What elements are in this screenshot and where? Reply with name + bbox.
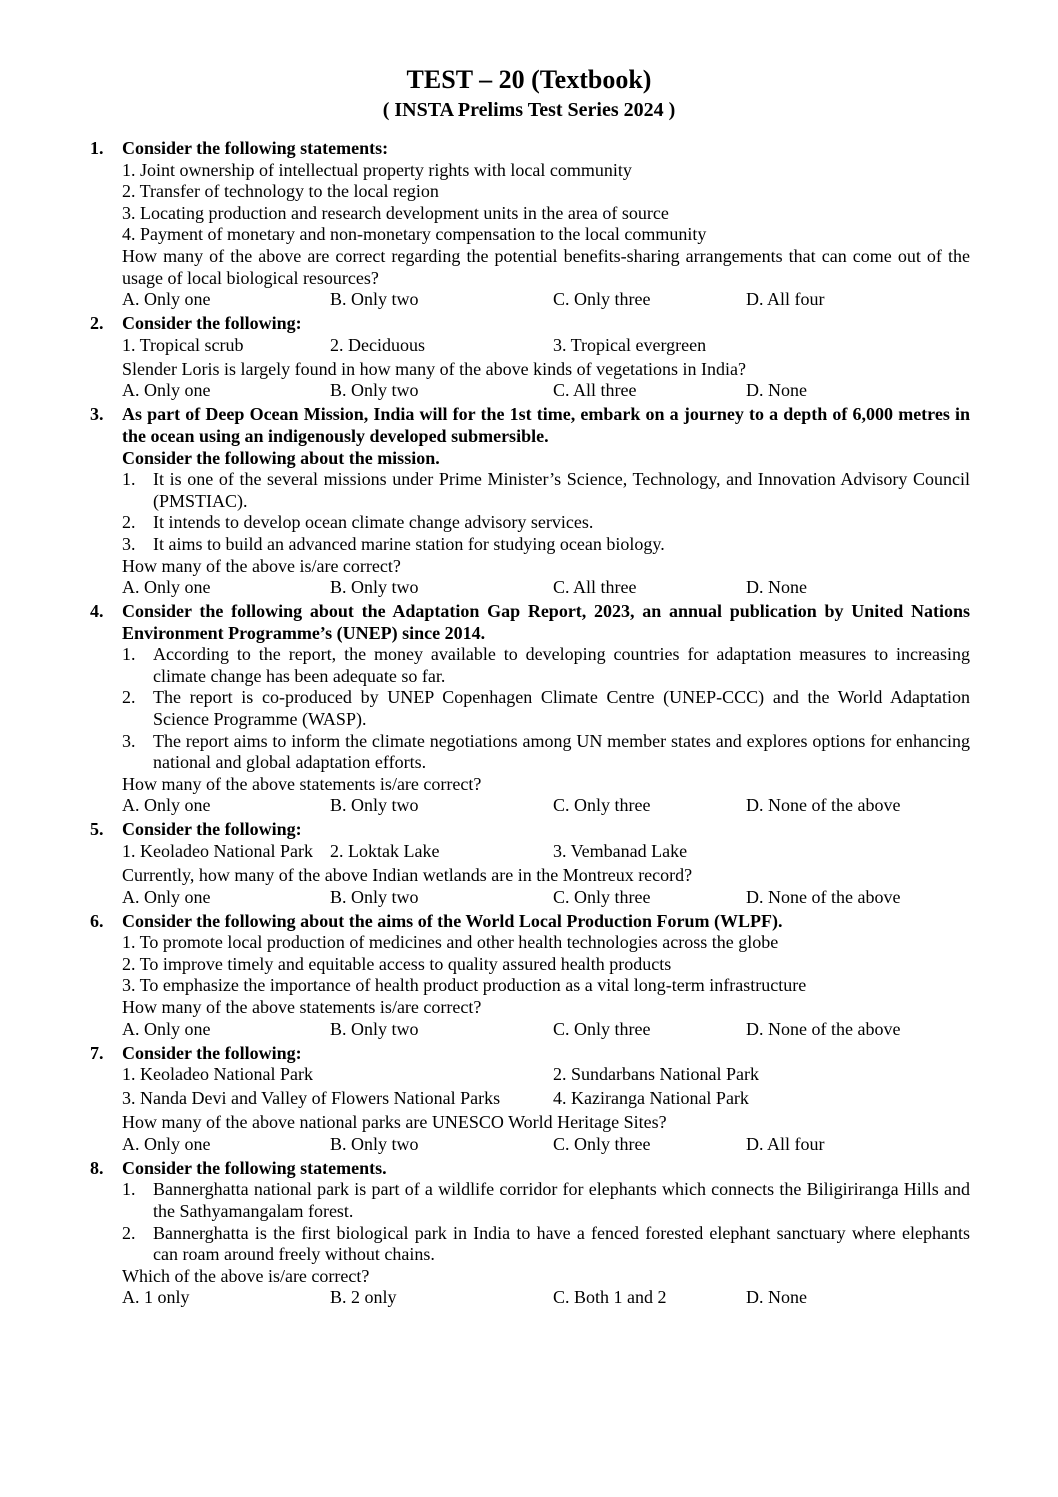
item-row xyxy=(122,841,970,865)
question-number: 2. xyxy=(90,313,104,334)
question-1 xyxy=(90,138,970,313)
statement-text: It is one of the several missions under Prime Minister’s Science, Technology, and Innovation Advisory Council (PMSTIAC). xyxy=(153,469,970,511)
statement-number: 1. xyxy=(122,1179,136,1200)
question-stem: Consider the following: xyxy=(122,819,302,840)
option-d: D. All four xyxy=(746,289,825,310)
options-row xyxy=(122,1287,970,1311)
statement-text: The report is co-produced by UNEP Copenhagen Climate Centre (UNEP-CCC) and the World Adaptation Science Programme (WASP). xyxy=(153,687,970,730)
options-row xyxy=(122,1019,970,1043)
option-b: B. Only two xyxy=(330,289,419,310)
option-b: B. 2 only xyxy=(330,1287,397,1308)
statement-line: 3. Locating production and research development units in the area of source xyxy=(122,202,669,223)
item: 3. Vembanad Lake xyxy=(553,841,688,862)
option-c: C. Only three xyxy=(553,795,651,816)
option-a: A. Only one xyxy=(122,380,211,401)
question-7 xyxy=(90,1043,970,1158)
item: 2. Deciduous xyxy=(330,334,425,355)
statement-text: It intends to develop ocean climate change advisory services. xyxy=(153,512,594,533)
question-6 xyxy=(90,911,970,1043)
option-a: A. Only one xyxy=(122,1018,211,1039)
statement-text: It aims to build an advanced marine station for studying ocean biology. xyxy=(153,533,665,554)
option-a: A. Only one xyxy=(122,886,211,907)
question-8 xyxy=(90,1158,970,1312)
question-stem: Consider the following: xyxy=(122,313,302,334)
option-d: D. None xyxy=(746,577,807,598)
item-row xyxy=(122,1064,970,1088)
numbered-statement xyxy=(122,687,970,730)
statement-text: Bannerghatta national park is part of a wildlife corridor for elephants which connects the Biligiriranga Hills and the Sathyamangalam forest. xyxy=(153,1179,970,1221)
numbered-statement xyxy=(122,469,970,512)
statement-number: 1. xyxy=(122,469,136,490)
statement-line: How many of the above statements is/are correct? xyxy=(122,997,482,1017)
options-row xyxy=(122,577,970,601)
question-list xyxy=(90,138,970,1311)
item: 2. Sundarbans National Park xyxy=(553,1064,759,1085)
item: 1. Keoladeo National Park xyxy=(122,841,313,862)
option-d: D. None xyxy=(746,1287,807,1308)
question-stem-secondary: Consider the following about the mission. xyxy=(122,447,440,468)
option-c: C. All three xyxy=(553,380,637,401)
item-row xyxy=(122,1088,970,1112)
numbered-statement xyxy=(122,644,970,687)
question-stem: Consider the following: xyxy=(122,1042,302,1063)
statement-line: 4. Payment of monetary and non-monetary compensation to the local community xyxy=(122,224,707,245)
question-number: 8. xyxy=(90,1157,104,1178)
option-d: D. None xyxy=(746,380,807,401)
statement-number: 3. xyxy=(122,533,136,554)
statement-number: 2. xyxy=(122,512,136,533)
statement-number: 2. xyxy=(122,1222,136,1243)
question-4 xyxy=(90,601,970,819)
question-3 xyxy=(90,404,970,601)
question-stem: Consider the following statements. xyxy=(122,1157,387,1178)
question-number: 3. xyxy=(90,404,104,425)
page-subtitle: ( INSTA Prelims Test Series 2024 ) xyxy=(382,99,676,121)
statement-line: 1. Joint ownership of intellectual property rights with local community xyxy=(122,159,632,180)
numbered-statement xyxy=(122,1179,970,1222)
option-c: C. Only three xyxy=(553,289,651,310)
question-prompt: How many of the above is/are correct? xyxy=(122,555,401,576)
statement-line: How many of the above are correct regarding the potential benefits-sharing arrangements that can come out of the usage of local biological resources? xyxy=(122,245,970,288)
option-c: C. Only three xyxy=(553,886,651,907)
option-c: C. Only three xyxy=(553,1018,651,1039)
options-row xyxy=(122,1134,970,1158)
option-b: B. Only two xyxy=(330,1133,419,1154)
page-title: TEST – 20 (Textbook) xyxy=(406,65,652,94)
item: 4. Kaziranga National Park xyxy=(553,1088,749,1109)
statement-text: According to the report, the money available to developing countries for adaptation measures to increasing climate change has been adequate so far. xyxy=(153,644,970,686)
question-number: 4. xyxy=(90,601,104,622)
option-c: C. All three xyxy=(553,577,637,598)
option-a: A. Only one xyxy=(122,577,211,598)
item-row xyxy=(122,335,970,359)
question-stem: As part of Deep Ocean Mission, India will for the 1st time, embark on a journey to a depth of 6,000 metres in the ocean using an indigenously developed submersible. xyxy=(122,404,970,446)
option-d: D. All four xyxy=(746,1133,825,1154)
option-b: B. Only two xyxy=(330,577,419,598)
option-d: D. None of the above xyxy=(746,886,901,907)
option-b: B. Only two xyxy=(330,1018,419,1039)
statement-text: Bannerghatta is the first biological park in India to have a fenced forested elephant sanctuary where elephants can roam around freely without chains. xyxy=(153,1222,970,1265)
option-b: B. Only two xyxy=(330,380,419,401)
question-stem: Consider the following about the aims of the World Local Production Forum (WLPF). xyxy=(122,910,783,931)
options-row xyxy=(122,289,970,313)
item: 1. Keoladeo National Park xyxy=(122,1064,313,1085)
options-row xyxy=(122,380,970,404)
option-c: C. Only three xyxy=(553,1133,651,1154)
options-row xyxy=(122,887,970,911)
statement-line: 1. To promote local production of medicines and other health technologies across the globe xyxy=(122,932,779,953)
statement-number: 1. xyxy=(122,644,136,665)
question-number: 6. xyxy=(90,910,104,931)
statement-line: 3. To emphasize the importance of health product production as a vital long-term infrastructure xyxy=(122,975,807,996)
question-stem: Consider the following statements: xyxy=(122,138,389,158)
option-d: D. None of the above xyxy=(746,1018,901,1039)
item: 1. Tropical scrub xyxy=(122,334,244,355)
question-prompt: Which of the above is/are correct? xyxy=(122,1265,370,1286)
question-2 xyxy=(90,313,970,404)
question-number: 5. xyxy=(90,819,104,840)
statement-number: 3. xyxy=(122,730,136,751)
numbered-statement xyxy=(122,731,970,774)
item: 3. Tropical evergreen xyxy=(553,334,707,355)
numbered-statement xyxy=(122,534,970,556)
question-prompt: Currently, how many of the above Indian wetlands are in the Montreux record? xyxy=(122,865,693,886)
option-a: A. Only one xyxy=(122,289,211,310)
question-prompt: How many of the above statements is/are correct? xyxy=(122,773,482,794)
question-5 xyxy=(90,819,970,910)
option-a: A. Only one xyxy=(122,795,211,816)
numbered-statement xyxy=(122,512,970,534)
item: 2. Loktak Lake xyxy=(330,841,440,862)
option-c: C. Both 1 and 2 xyxy=(553,1287,667,1308)
option-b: B. Only two xyxy=(330,795,419,816)
option-a: A. Only one xyxy=(122,1133,211,1154)
statement-number: 2. xyxy=(122,687,136,708)
numbered-statement xyxy=(122,1223,970,1266)
statement-line: 2. To improve timely and equitable access to quality assured health products xyxy=(122,953,672,974)
question-prompt: How many of the above national parks are UNESCO World Heritage Sites? xyxy=(122,1112,667,1133)
option-a: A. 1 only xyxy=(122,1287,190,1308)
item: 3. Nanda Devi and Valley of Flowers National Parks xyxy=(122,1088,501,1109)
option-d: D. None of the above xyxy=(746,795,901,816)
question-number: 7. xyxy=(90,1042,104,1063)
statement-text: The report aims to inform the climate negotiations among UN member states and explores options for enhancing national and global adaptation efforts. xyxy=(153,730,970,773)
question-prompt: Slender Loris is largely found in how many of the above kinds of vegetations in India? xyxy=(122,358,747,379)
question-number: 1. xyxy=(90,138,104,158)
options-row xyxy=(122,795,970,819)
option-b: B. Only two xyxy=(330,886,419,907)
question-stem: Consider the following about the Adaptation Gap Report, 2023, an annual publication by United Nations Environment Programme’s (UNEP) since 2014. xyxy=(122,601,970,643)
statement-line: 2. Transfer of technology to the local region xyxy=(122,181,439,202)
